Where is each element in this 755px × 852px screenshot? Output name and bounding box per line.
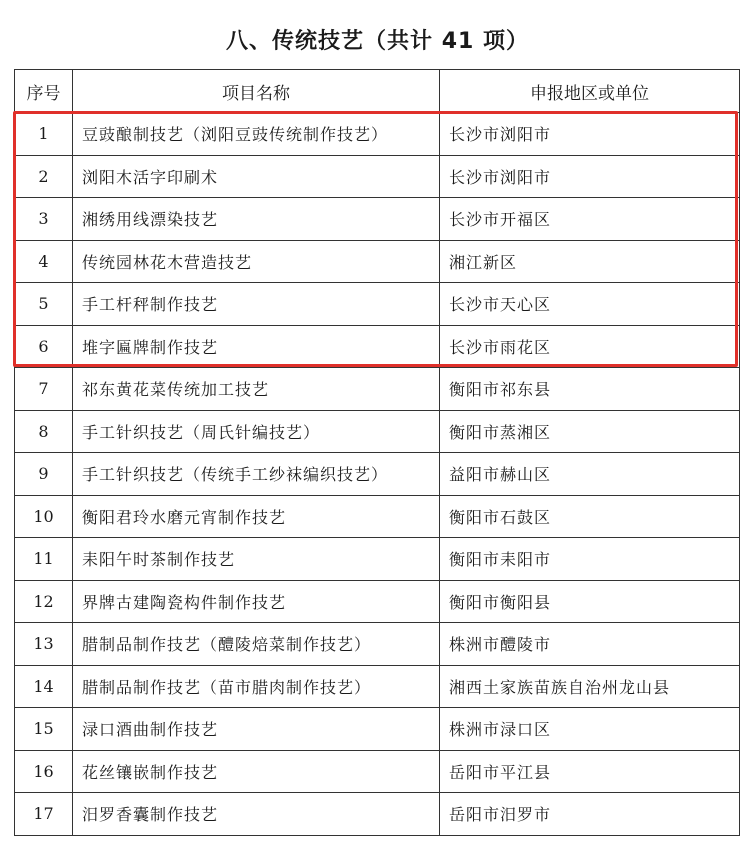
- table-row: [15, 708, 740, 751]
- table-row: [15, 155, 740, 198]
- table-row: [15, 368, 740, 411]
- table-row: [15, 580, 740, 623]
- row-project-name: 手工杆秤制作技艺: [73, 283, 440, 326]
- row-project-name: 腊制品制作技艺（苗市腊肉制作技艺）: [73, 665, 440, 708]
- row-project-name: 界牌古建陶瓷构件制作技艺: [73, 580, 440, 623]
- row-number: 5: [15, 283, 73, 326]
- row-project-name: 腊制品制作技艺（醴陵焙菜制作技艺）: [73, 623, 440, 666]
- header-region: 申报地区或单位: [440, 70, 740, 113]
- row-region: 岳阳市汨罗市: [440, 793, 740, 836]
- row-region: 岳阳市平江县: [440, 750, 740, 793]
- table-row: [15, 665, 740, 708]
- row-region: 衡阳市耒阳市: [440, 538, 740, 581]
- row-region: 长沙市浏阳市: [440, 155, 740, 198]
- row-number: 14: [15, 665, 73, 708]
- header-serial-number: 序号: [15, 70, 73, 113]
- row-region: 湘西土家族苗族自治州龙山县: [440, 665, 740, 708]
- row-number: 11: [15, 538, 73, 581]
- row-region: 湘江新区: [440, 240, 740, 283]
- row-project-name: 渌口酒曲制作技艺: [73, 708, 440, 751]
- row-number: 7: [15, 368, 73, 411]
- row-number: 8: [15, 410, 73, 453]
- table-row: [15, 750, 740, 793]
- row-region: 衡阳市石鼓区: [440, 495, 740, 538]
- table-row: [15, 198, 740, 241]
- row-region: 衡阳市衡阳县: [440, 580, 740, 623]
- table-row: [15, 495, 740, 538]
- row-number: 10: [15, 495, 73, 538]
- row-number: 4: [15, 240, 73, 283]
- row-region: 长沙市天心区: [440, 283, 740, 326]
- page-title: 八、传统技艺（共计 41 项）: [226, 29, 529, 54]
- row-number: 12: [15, 580, 73, 623]
- row-region: 衡阳市祁东县: [440, 368, 740, 411]
- row-project-name: 花丝镶嵌制作技艺: [73, 750, 440, 793]
- row-number: 16: [15, 750, 73, 793]
- table-row: [15, 538, 740, 581]
- row-number: 1: [15, 113, 73, 156]
- row-region: 株洲市渌口区: [440, 708, 740, 751]
- row-number: 13: [15, 623, 73, 666]
- row-region: 长沙市浏阳市: [440, 113, 740, 156]
- row-project-name: 祁东黄花菜传统加工技艺: [73, 368, 440, 411]
- row-region: 长沙市开福区: [440, 198, 740, 241]
- row-number: 15: [15, 708, 73, 751]
- row-project-name: 衡阳君玲水磨元宵制作技艺: [73, 495, 440, 538]
- table-row: [15, 325, 740, 368]
- row-number: 3: [15, 198, 73, 241]
- table-row: [15, 283, 740, 326]
- row-region: 衡阳市蒸湘区: [440, 410, 740, 453]
- row-region: 益阳市赫山区: [440, 453, 740, 496]
- table-row: [15, 453, 740, 496]
- row-number: 9: [15, 453, 73, 496]
- row-project-name: 豆豉酿制技艺（浏阳豆豉传统制作技艺）: [73, 113, 440, 156]
- row-region: 株洲市醴陵市: [440, 623, 740, 666]
- row-project-name: 手工针织技艺（周氏针编技艺）: [73, 410, 440, 453]
- row-project-name: 耒阳午时茶制作技艺: [73, 538, 440, 581]
- row-region: 长沙市雨花区: [440, 325, 740, 368]
- row-project-name: 堆字匾牌制作技艺: [73, 325, 440, 368]
- heritage-table: [14, 69, 740, 836]
- row-number: 6: [15, 325, 73, 368]
- table-row: [15, 240, 740, 283]
- header-project-name: 项目名称: [73, 70, 440, 113]
- row-project-name: 浏阳木活字印刷术: [73, 155, 440, 198]
- row-project-name: 传统园林花木营造技艺: [73, 240, 440, 283]
- row-number: 17: [15, 793, 73, 836]
- table-row: [15, 623, 740, 666]
- table-header-row: [15, 70, 740, 113]
- row-project-name: 湘绣用线漂染技艺: [73, 198, 440, 241]
- row-project-name: 手工针织技艺（传统手工纱袜编织技艺）: [73, 453, 440, 496]
- table-row: [15, 793, 740, 836]
- table-row: [15, 410, 740, 453]
- row-project-name: 汨罗香囊制作技艺: [73, 793, 440, 836]
- row-number: 2: [15, 155, 73, 198]
- table-row: [15, 113, 740, 156]
- table-body: [15, 113, 740, 836]
